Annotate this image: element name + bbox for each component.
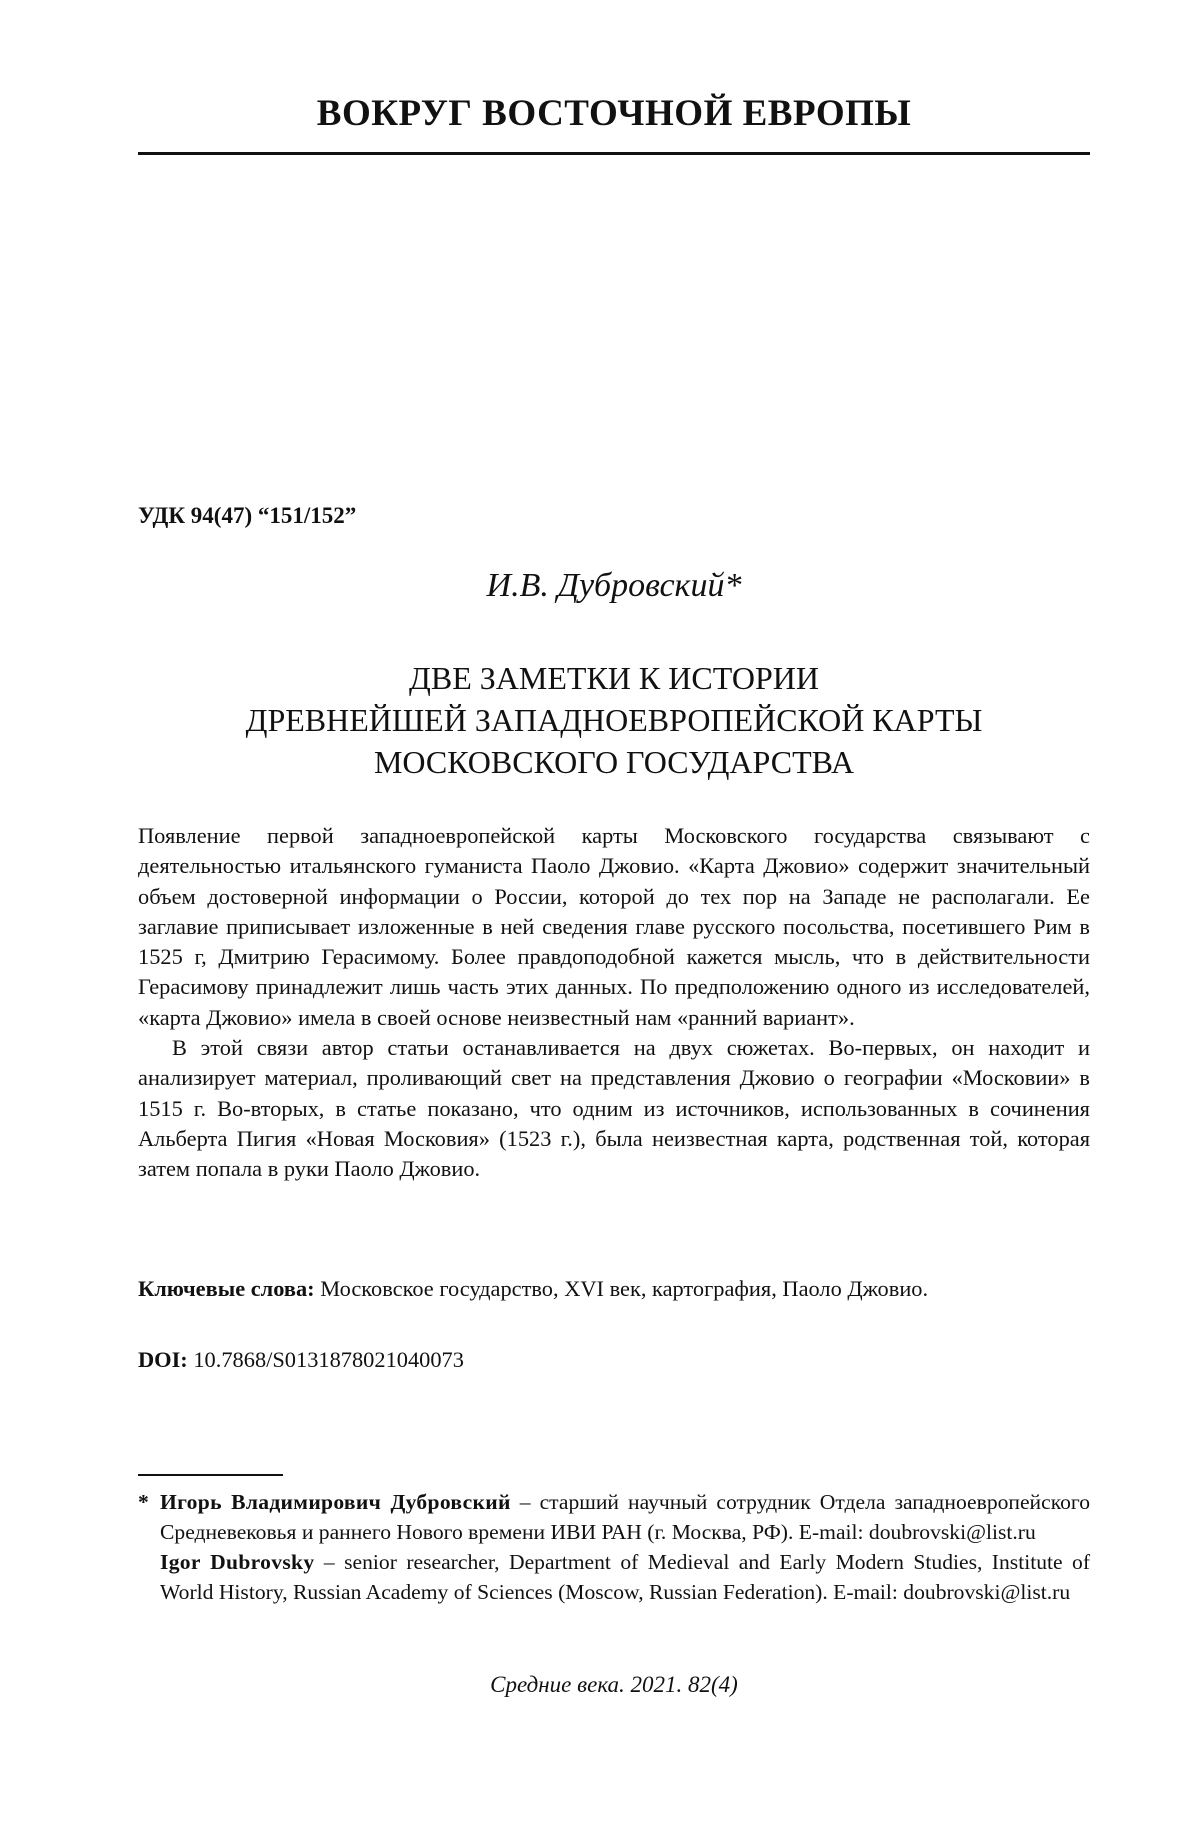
- header-rule: [138, 152, 1090, 155]
- section-title: ВОКРУГ ВОСТОЧНОЙ ЕВРОПЫ: [138, 92, 1090, 135]
- keywords-label: Ключевые слова:: [138, 1276, 315, 1301]
- author-name: И.В. Дубровский*: [138, 567, 1090, 605]
- journal-page: [138, 0, 1090, 1842]
- abstract-paragraph: Появление первой западноевропейской карты Московского государства связывают с деятельностью итальянского гуманиста Паоло Джовио. «Карта Джовио» содержит значительный объем достоверной информации о России, которой до тех пор на Западе не располагали. Ее заглавие приписывает изложенные в ней сведения главе русского посольства, посетившего Рим в 1525 г, Дмитрию Герасимому. Более правдоподобной кажется мысль, что в действительности Герасимову принадлежит лишь часть этих данных. По предположению одного из исследователей, «карта Джовио» имела в своей основе неизвестный нам «ранний вариант».: [138, 821, 1090, 1033]
- title-line: МОСКОВСКОГО ГОСУДАРСТВА: [138, 741, 1090, 783]
- footnote-en: [138, 1547, 1090, 1607]
- abstract: [138, 821, 1090, 1185]
- article-title: [138, 657, 1090, 783]
- footnote-affiliation-en: – senior researcher, Department of Medieval and Early Modern Studies, Institute of World History, Russian Academy of Sciences (Moscow, Russian Federation). E-mail: doubrovski@list.ru: [160, 1550, 1090, 1604]
- footnote-author-en: Igor Dubrovsky: [160, 1550, 314, 1574]
- footnote-affiliation-ru: – старший научный сотрудник Отдела западноевропейского Средневековья и раннего Нового времени ИВИ РАН (г. Москва, РФ). E-mail: doubrovski@list.ru: [160, 1490, 1090, 1544]
- udk-code: УДК 94(47) “151/152”: [138, 503, 356, 529]
- doi: [138, 1345, 1090, 1375]
- footnote-rule: [138, 1474, 283, 1476]
- title-line: ДВЕ ЗАМЕТКИ К ИСТОРИИ: [138, 657, 1090, 699]
- doi-value: 10.7868/S0131878021040073: [188, 1347, 464, 1372]
- footnote-author-ru: Игорь Владимирович Дубровский: [160, 1490, 511, 1514]
- abstract-paragraph: В этой связи автор статьи останавливается на двух сюжетах. Во-первых, он находит и анализирует материал, проливающий свет на представления Джовио о географии «Московии» в 1515 г. Во-вторых, в статье показано, что одним из источников, использованных в сочинения Альберта Пигия «Новая Московия» (1523 г.), была неизвестная карта, родственная той, которая затем попала в руки Паоло Джовио.: [138, 1033, 1090, 1184]
- doi-label: DOI:: [138, 1347, 188, 1372]
- keywords: [138, 1274, 1090, 1304]
- footnote-ru: [138, 1487, 1090, 1547]
- footnote-mark: *: [138, 1487, 149, 1517]
- footnote: [138, 1487, 1090, 1607]
- journal-citation: Средние века. 2021. 82(4): [138, 1672, 1090, 1698]
- keywords-text: Московское государство, XVI век, картография, Паоло Джовио.: [315, 1276, 928, 1301]
- title-line: ДРЕВНЕЙШЕЙ ЗАПАДНОЕВРОПЕЙСКОЙ КАРТЫ: [138, 699, 1090, 741]
